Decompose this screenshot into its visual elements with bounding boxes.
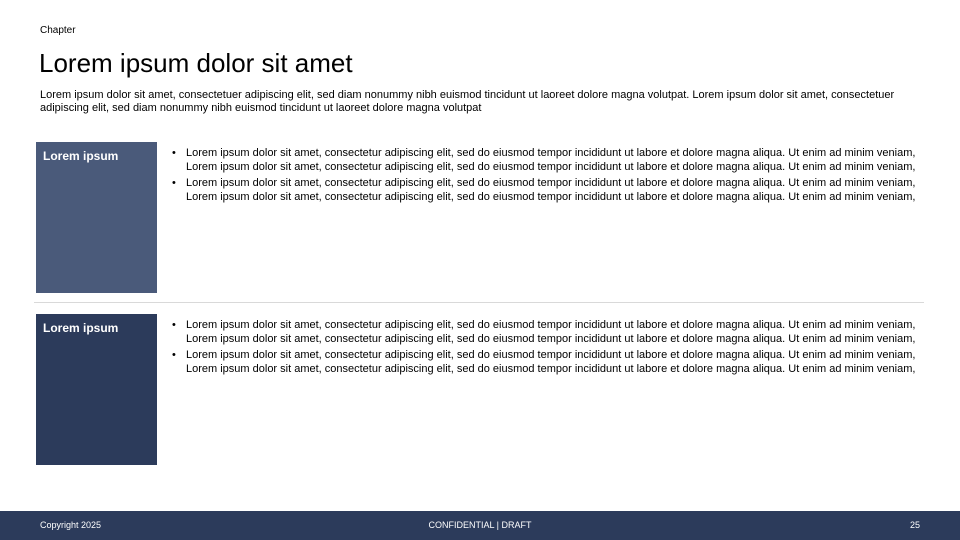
- footer-bar: [0, 511, 960, 540]
- bullet-icon: •: [172, 177, 176, 189]
- section-1-bullet-list: [172, 146, 921, 206]
- section-2-label-box: [36, 314, 157, 465]
- intro-text: Lorem ipsum dolor sit amet, consectetuer adipiscing elit, sed diam nonummy nibh euismod tincidunt ut laoreet dolore magna volutpat. Lorem ipsum dolor sit amet, consectetuer adipiscing elit, sed diam nonummy nibh euismod tincidunt ut laoreet dolore magna volutpat: [40, 89, 895, 114]
- bullet-item: [172, 348, 921, 376]
- footer-page-number: 25: [909, 520, 920, 530]
- footer-status: CONFIDENTIAL | DRAFT: [428, 520, 532, 530]
- bullet-icon: •: [172, 319, 176, 331]
- chapter-label: Chapter: [40, 25, 76, 36]
- section-1-label-box: [36, 142, 157, 293]
- section-2: [36, 314, 926, 465]
- section-1-label: Lorem ipsum: [43, 149, 119, 163]
- bullet-icon: •: [172, 147, 176, 159]
- section-2-bullet-list: [172, 318, 921, 378]
- bullet-icon: •: [172, 349, 176, 361]
- page-title: Lorem ipsum dolor sit amet: [39, 48, 353, 78]
- section-1: [36, 142, 926, 293]
- bullet-item: [172, 176, 921, 204]
- section-2-label: Lorem ipsum: [43, 321, 119, 335]
- bullet-text: Lorem ipsum dolor sit amet, consectetur adipiscing elit, sed do eiusmod tempor incididunt ut labore et dolore magna aliqua. Ut enim ad minim veniam, Lorem ipsum dolor sit amet, consectetur adipiscing elit, sed do eiusmod tempor incididunt ut labore et dolore magna aliqua. Ut enim ad minim veniam,: [186, 319, 916, 345]
- bullet-text: Lorem ipsum dolor sit amet, consectetur adipiscing elit, sed do eiusmod tempor incididunt ut labore et dolore magna aliqua. Ut enim ad minim veniam, Lorem ipsum dolor sit amet, consectetur adipiscing elit, sed do eiusmod tempor incididunt ut labore et dolore magna aliqua. Ut enim ad minim veniam,: [186, 349, 916, 375]
- section-divider: [34, 302, 924, 303]
- bullet-item: [172, 318, 921, 346]
- bullet-text: Lorem ipsum dolor sit amet, consectetur adipiscing elit, sed do eiusmod tempor incididunt ut labore et dolore magna aliqua. Ut enim ad minim veniam, Lorem ipsum dolor sit amet, consectetur adipiscing elit, sed do eiusmod tempor incididunt ut labore et dolore magna aliqua. Ut enim ad minim veniam,: [186, 147, 916, 173]
- bullet-item: [172, 146, 921, 174]
- footer-copyright: Copyright 2025: [40, 520, 102, 530]
- bullet-text: Lorem ipsum dolor sit amet, consectetur adipiscing elit, sed do eiusmod tempor incididunt ut labore et dolore magna aliqua. Ut enim ad minim veniam, Lorem ipsum dolor sit amet, consectetur adipiscing elit, sed do eiusmod tempor incididunt ut labore et dolore magna aliqua. Ut enim ad minim veniam,: [186, 177, 916, 203]
